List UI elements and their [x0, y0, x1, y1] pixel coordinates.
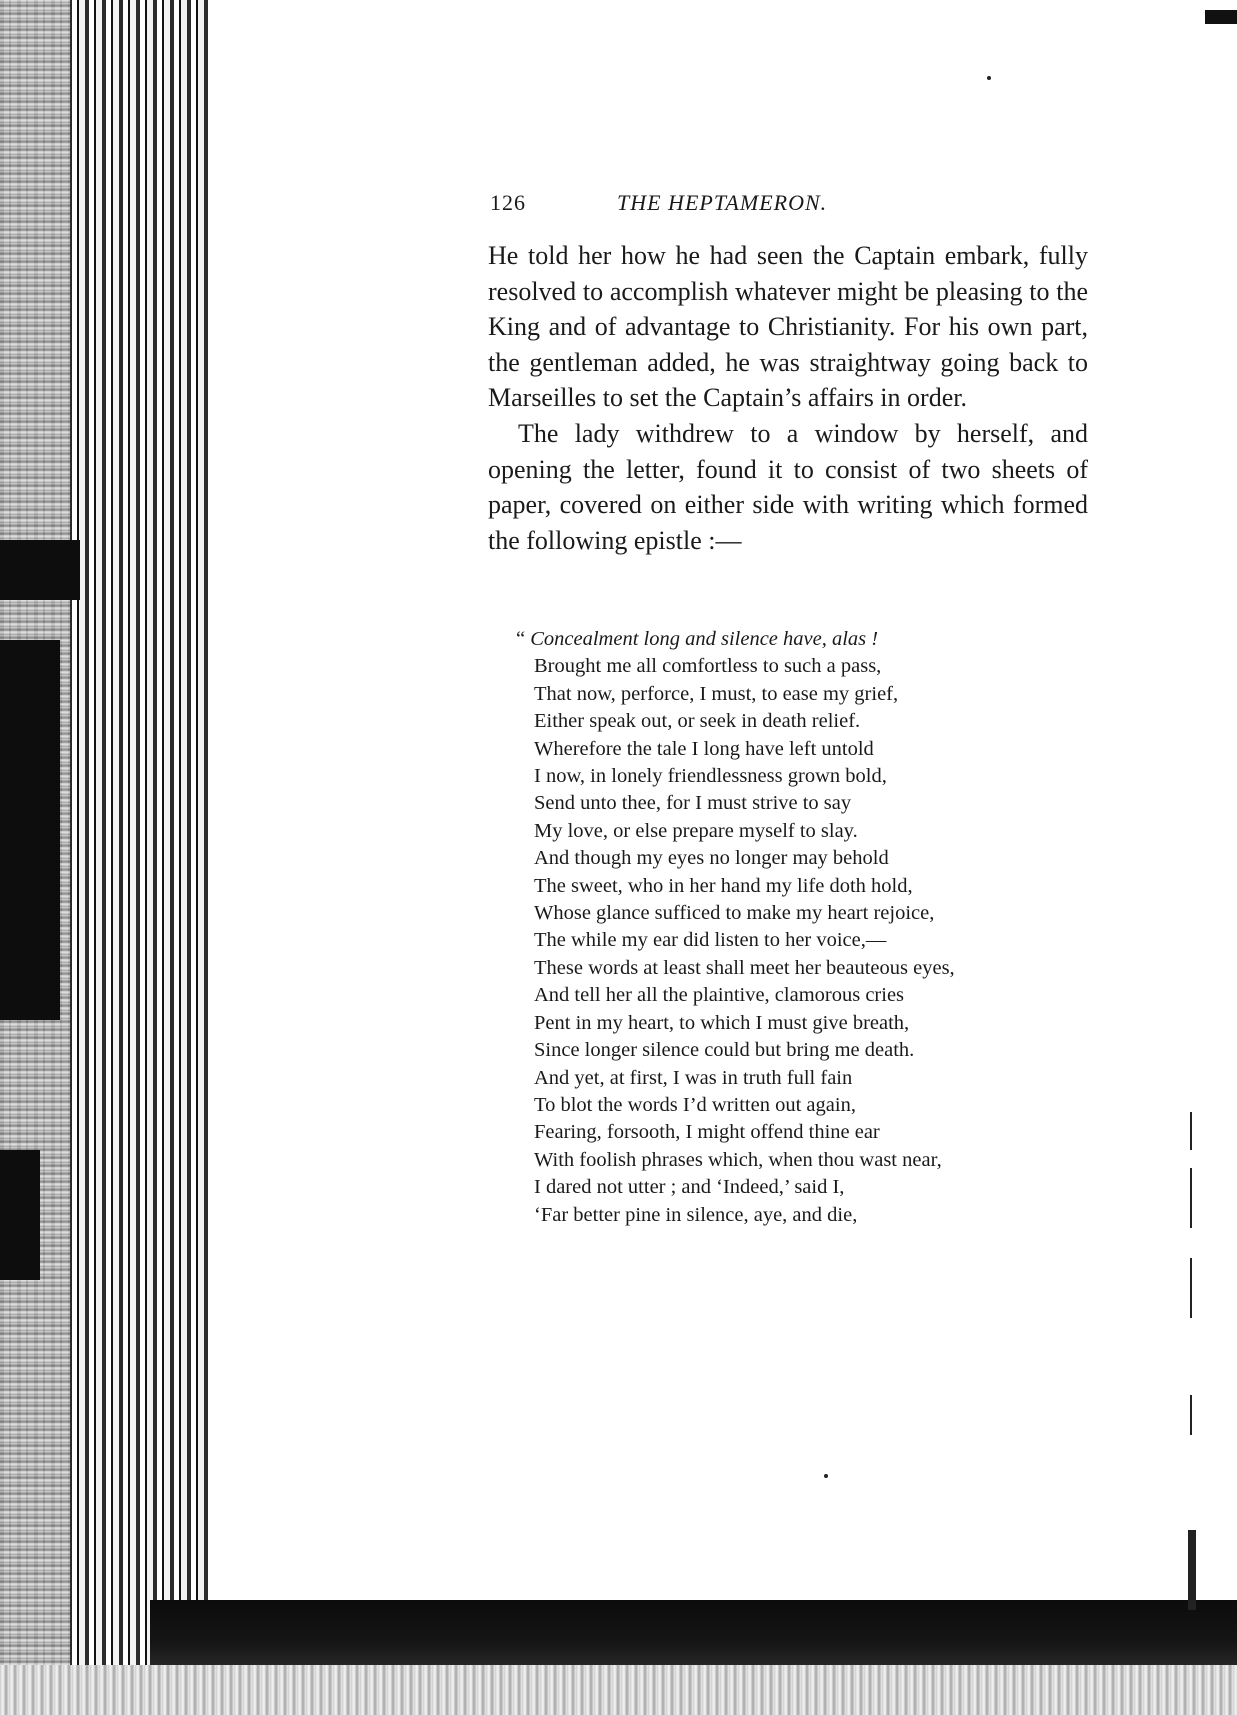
open-quote: “ — [516, 628, 531, 650]
paragraph: He told her how he had seen the Captain embark, fully resolved to accomplish whatever might be pleasing to the King and of advantage to Christianity. For his own part, the gentleman added, he was straightway going back to Marseilles to set the Captain’s affairs in order. — [488, 241, 1088, 413]
poem-line: The sweet, who in her hand my life doth hold, — [534, 874, 913, 897]
prose-body — [488, 238, 1088, 558]
spine-dark-block — [0, 540, 80, 600]
running-header — [490, 190, 990, 220]
poem-line: Either speak out, or seek in death relief. — [534, 710, 861, 733]
poem-line: And yet, at first, I was in truth full fain — [534, 1066, 853, 1089]
epistle-poem — [516, 626, 1076, 1229]
poem-line: Send unto thee, for I must strive to say — [534, 792, 852, 815]
spine-dark-block — [0, 1150, 40, 1280]
margin-mark — [1190, 1168, 1192, 1228]
poem-line: ‘Far better pine in silence, aye, and die, — [534, 1203, 858, 1226]
poem-line: Whose glance sufficed to make my heart rejoice, — [534, 902, 935, 925]
margin-mark — [1190, 1112, 1192, 1150]
poem-line: That now, perforce, I must, to ease my grief, — [534, 682, 899, 705]
page-number: 126 — [490, 190, 526, 215]
running-title: THE HEPTAMERON. — [617, 190, 828, 215]
margin-mark — [1188, 1530, 1196, 1610]
poem-line — [516, 626, 1076, 653]
poem-line: Brought me all comfortless to such a pass, — [534, 655, 882, 678]
poem-line: Fearing, forsooth, I might offend thine ear — [534, 1121, 880, 1144]
margin-mark — [1190, 1395, 1192, 1435]
poem-line: With foolish phrases which, when thou wast near, — [534, 1148, 942, 1171]
corner-blot — [1205, 10, 1237, 24]
margin-mark — [1190, 1258, 1192, 1318]
poem-line: My love, or else prepare myself to slay. — [534, 819, 858, 842]
poem-line: And tell her all the plaintive, clamorous cries — [534, 984, 905, 1007]
poem-line: Wherefore the tale I long have left untold — [534, 737, 874, 760]
poem-line: I now, in lonely friendlessness grown bold, — [534, 765, 887, 788]
poem-line: These words at least shall meet her beauteous eyes, — [534, 956, 955, 979]
paragraph: The lady withdrew to a window by herself, and opening the letter, found it to consist of two sheets of paper, covered on either side with writing which formed the following epistle :— — [488, 418, 1088, 555]
page-bottom-shadow — [150, 1600, 1237, 1670]
poem-first-line: Concealment long and silence have, alas ! — [530, 628, 879, 650]
poem-line: Since longer silence could but bring me death. — [534, 1039, 915, 1062]
poem-line: And though my eyes no longer may behold — [534, 847, 889, 870]
poem-line: Pent in my heart, to which I must give breath, — [534, 1011, 910, 1034]
ink-speck — [824, 1474, 828, 1478]
ink-speck — [987, 76, 991, 80]
spine-dark-block — [0, 640, 60, 1020]
poem-line: To blot the words I’d written out again, — [534, 1093, 856, 1116]
poem-line: I dared not utter ; and ‘Indeed,’ said I, — [534, 1176, 845, 1199]
scan-noise-bottom — [0, 1665, 1237, 1715]
poem-line: The while my ear did listen to her voice,— — [534, 929, 887, 952]
